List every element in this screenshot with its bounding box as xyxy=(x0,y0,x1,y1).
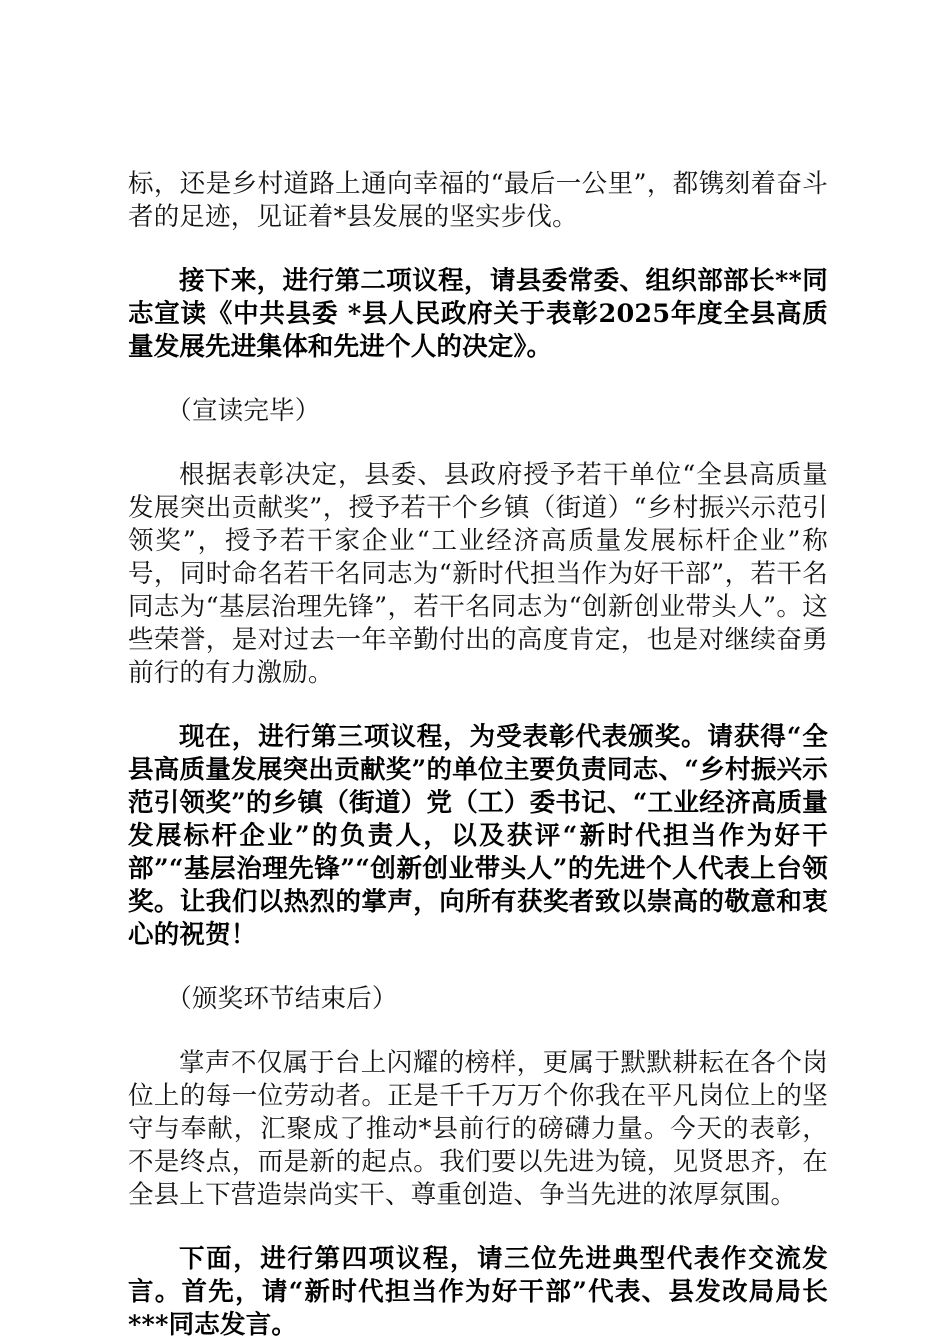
stage-note-reading-finished: （宣读完毕） xyxy=(166,396,321,426)
paragraph-agenda-item-three: 现在，进行第三项议程，为受表彰代表颁奖。请获得“全县高质量发展突出贡献奖”的单位主要负责同志、“乡村振兴示范引领奖”的乡镇（街道）党（工）委书记、“工业经济高质量发展标杆企业”的负责人，以及获评“新时代担当作为好干部”“基层治理先锋”“创新创业带头人”的先进个人代表上台领奖。让我们以热烈的掌声，向所有获奖者致以崇高的敬意和衷心的祝贺！ xyxy=(128,722,828,950)
paragraph-agenda-item-four: 下面，进行第四项议程，请三位先进典型代表作交流发言。首先，请“新时代担当作为好干部”代表、县发改局局长***同志发言。 xyxy=(128,1244,828,1340)
paragraph-agenda-item-two: 接下来，进行第二项议程，请县委常委、组织部部长**同志宣读《中共县委 *县人民政府关于表彰2025年度全县高质量发展先进集体和先进个人的决定》。 xyxy=(128,266,828,362)
paragraph-awards-decision: 根据表彰决定，县委、县政府授予若干单位“全县高质量发展突出贡献奖”，授予若干个乡镇（街道）“乡村振兴示范引领奖”，授予若干家企业“工业经济高质量发展标杆企业”称号，同时命名若干名同志为“新时代担当作为好干部”，若干名同志为“基层治理先锋”，若干名同志为“创新创业带头人”。这些荣誉，是对过去一年辛勤付出的高度肯定，也是对继续奋勇前行的有力激励。 xyxy=(128,460,828,688)
stage-note-awards-finished: （颁奖环节结束后） xyxy=(166,984,398,1014)
document-page xyxy=(128,168,828,1342)
paragraph-continuation: 标，还是乡村道路上通向幸福的“最后一公里”，都镌刻着奋斗者的足迹，见证着*县发展的坚实步伐。 xyxy=(128,169,828,232)
paragraph-applause: 掌声不仅属于台上闪耀的榜样，更属于默默耕耘在各个岗位上的每一位劳动者。正是千千万万个你我在平凡岗位上的坚守与奉献，汇聚成了推动*县前行的磅礴力量。今天的表彰，不是终点，而是新的起点。我们要以先进为镜，见贤思齐，在全县上下营造崇尚实干、尊重创造、争当先进的浓厚氛围。 xyxy=(128,1048,828,1210)
